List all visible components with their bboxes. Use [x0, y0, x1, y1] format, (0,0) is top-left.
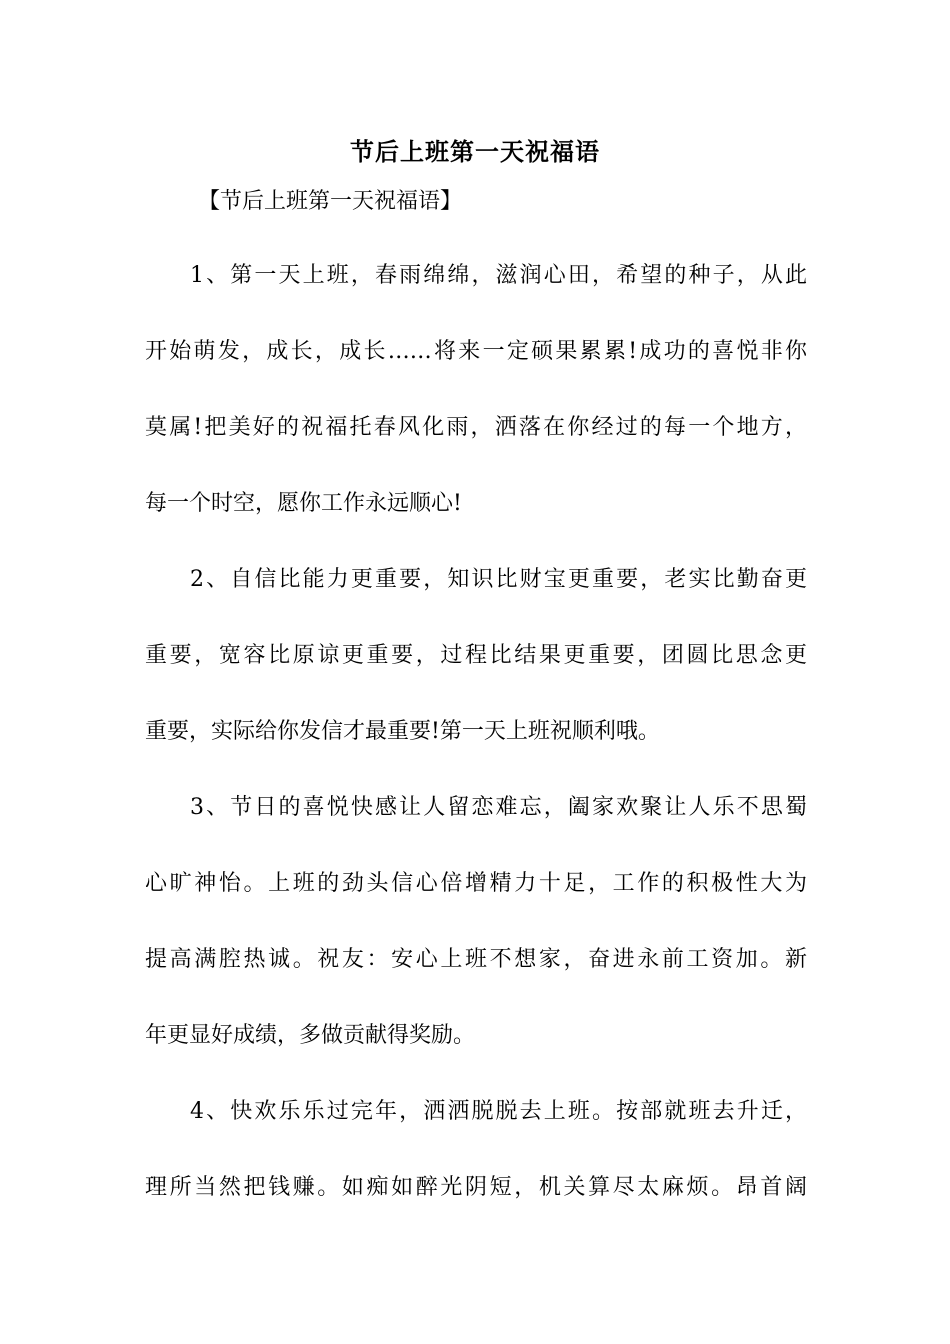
paragraph-2: [145, 562, 807, 790]
paragraph-line: 莫属!把美好的祝福托春风化雨，洒落在你经过的每一个地方，: [145, 415, 807, 440]
document-subtitle: 【节后上班第一天祝福语】: [198, 189, 463, 214]
paragraph-1: [145, 258, 807, 562]
paragraph-3: [145, 790, 807, 1094]
paragraph-line: 理所当然把钱赚。如痴如醉光阴短，机关算尽太麻烦。昂首阔: [145, 1175, 807, 1200]
paragraph-line: 重要，宽容比原谅更重要，过程比结果更重要，团圆比思念更: [145, 643, 807, 668]
paragraph-line: 1、第一天上班，春雨绵绵，滋润心田，希望的种子，从此: [190, 263, 807, 288]
paragraph-line: 重要，实际给你发信才最重要!第一天上班祝顺利哦。: [145, 719, 660, 744]
paragraph-line: 4、快欢乐乐过完年，洒洒脱脱去上班。按部就班去升迁，: [190, 1099, 807, 1124]
paragraph-line: 提高满腔热诚。祝友：安心上班不想家，奋进永前工资加。新: [145, 947, 807, 972]
paragraph-line: 年更显好成绩，多做贡献得奖励。: [145, 1023, 476, 1048]
paragraph-line: 2、自信比能力更重要，知识比财宝更重要，老实比勤奋更: [190, 567, 807, 592]
paragraph-line: 3、节日的喜悦快感让人留恋难忘，阖家欢聚让人乐不思蜀: [190, 795, 807, 820]
paragraph-line: 每一个时空，愿你工作永远顺心!: [145, 491, 462, 516]
document-body: [145, 258, 807, 1246]
paragraph-4: [145, 1094, 807, 1246]
paragraph-line: 开始萌发，成长，成长……将来一定硕果累累!成功的喜悦非你: [145, 339, 807, 364]
paragraph-line: 心旷神怡。上班的劲头信心倍增精力十足，工作的积极性大为: [145, 871, 807, 896]
document-title: 节后上班第一天祝福语: [350, 137, 600, 166]
